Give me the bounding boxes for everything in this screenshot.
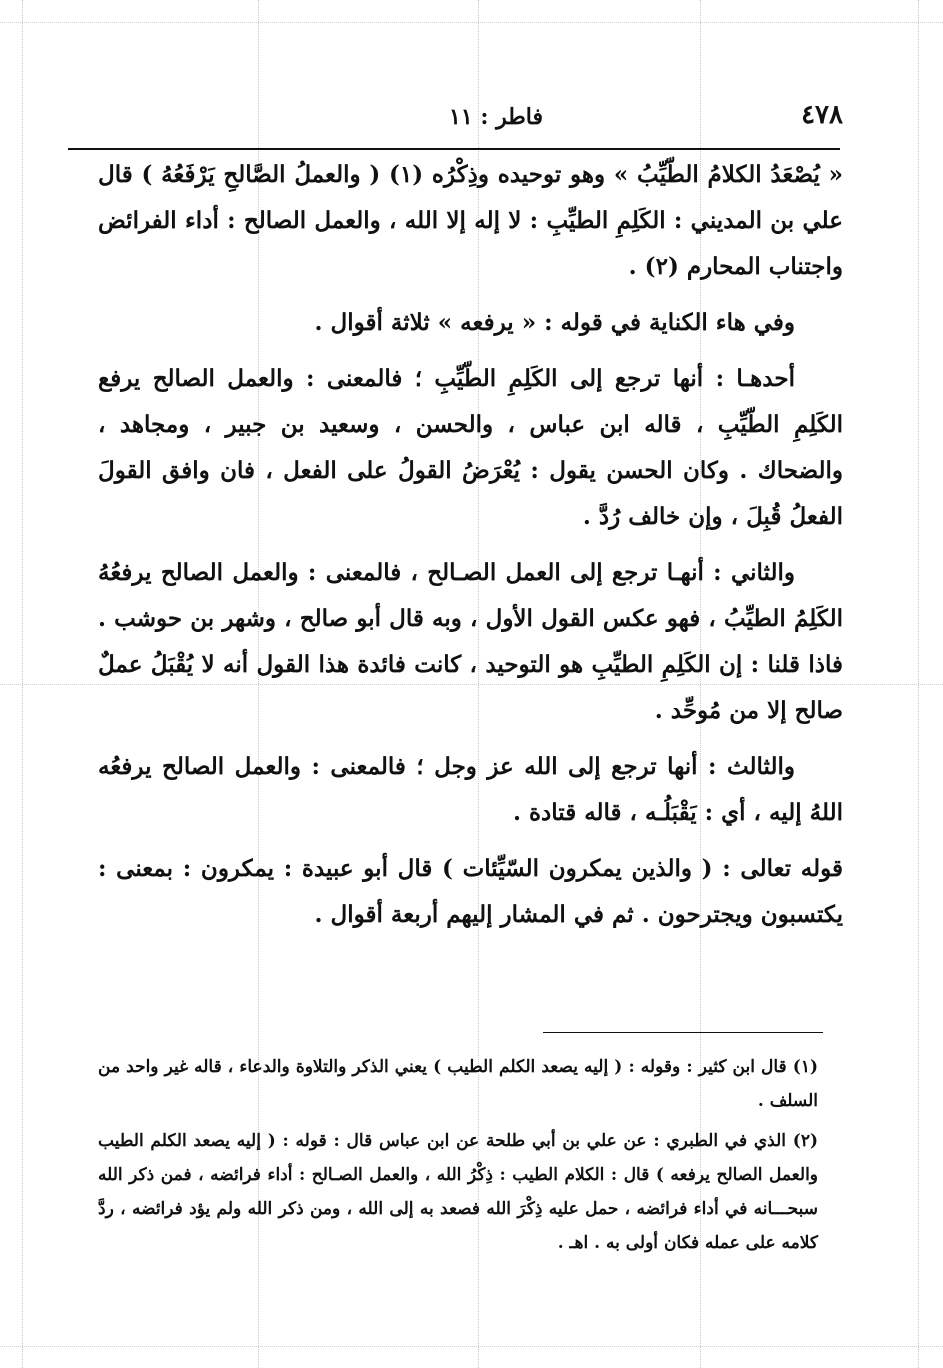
running-title: فاطر : ١١ <box>449 104 543 130</box>
footnote-rule <box>543 1032 823 1033</box>
footnote: (٢) الذي في الطبري : عن علي بن أبي طلحة عن ابن عباس قال : قوله : ( إليه يصعد الكلم الطيب والعمل الصالح يرفعه ) قال : الكلام الطيب : ذِكْرُ الله ، والعمل الصـالح : أداء فرائضه ، فمن ذكر الله سبحـــانه في أداء فرائضه ، حمل عليه ذِكْرَ الله فصعد به إلى الله ، ومن ذكر الله ولم يؤد فرائضه ، ردَّ كلامه على عمله فكان أولى به . اهـ . <box>98 1131 818 1253</box>
footnote: (١) قال ابن كثير : وقوله : ( إليه يصعد الكلم الطيب ) يعني الذكر والتلاوة والدعاء ، قاله غير واحد من السلف . <box>98 1057 818 1111</box>
page-header <box>70 100 843 140</box>
page-number: ٤٧٨ <box>801 100 843 130</box>
paragraph: وفي هاء الكناية في قوله : « يرفعه » ثلاثة أقوال . <box>314 309 795 336</box>
main-text <box>98 152 843 948</box>
paragraph: والثاني : أنهـا ترجع إلى العمل الصـالح ، فالمعنى : والعمل الصالح يرفعُهُ الكَلِمُ الطيِّبُ ، فهو عكس القول الأول ، وبه قال أبو صالح ، وشهر بن حوشب . فاذا قلنا : إن الكَلِمِ الطيِّبِ هو التوحيد ، كانت فائدة هذا القول أنه لا يُقْبَلُ عملٌ صالح إلا من مُوحِّد . <box>98 559 843 724</box>
paragraph: « يُصْعَدُ الكلامُ الطّيِّبُ » وهو توحيده وذِكْرُه (١) ( والعملُ الصَّالحِ يَرْفَعُهُ ) قال علي بن المديني : الكَلِمِ الطيِّبِ : لا إله إلا الله ، والعمل الصالح : أداء الفرائض واجتناب المحارم (٢) . <box>98 161 843 280</box>
header-rule <box>68 148 840 150</box>
paragraph: قوله تعالى : ( والذين يمكرون السّيِّئات ) قال أبو عبيدة : يمكرون : بمعنى : يكتسبون ويجترحون . ثم في المشار إليهم أربعة أقوال . <box>98 855 843 928</box>
paragraph: والثالث : أنها ترجع إلى الله عز وجل ؛ فالمعنى : والعمل الصالح يرفعُه اللهُ إليه ، أي : يَقْبَلُـه ، قاله قتادة . <box>98 753 843 826</box>
footnotes <box>98 1050 818 1266</box>
scan-guide <box>0 1346 943 1347</box>
paragraph: أحدهـا : أنها ترجع إلى الكَلِمِ الطّيِّبِ ؛ فالمعنى : والعمل الصالح يرفع الكَلِمِ الطّيِّبِ ، قاله ابن عباس ، والحسن ، وسعيد بن جبير ، ومجاهد ، والضحاك . وكان الحسن يقول : يُعْرَضُ القولُ على الفعل ، فان وافق القولَ الفعلُ قُبِلَ ، وإن خالف رُدَّ . <box>98 365 843 530</box>
scan-guide <box>0 22 943 23</box>
